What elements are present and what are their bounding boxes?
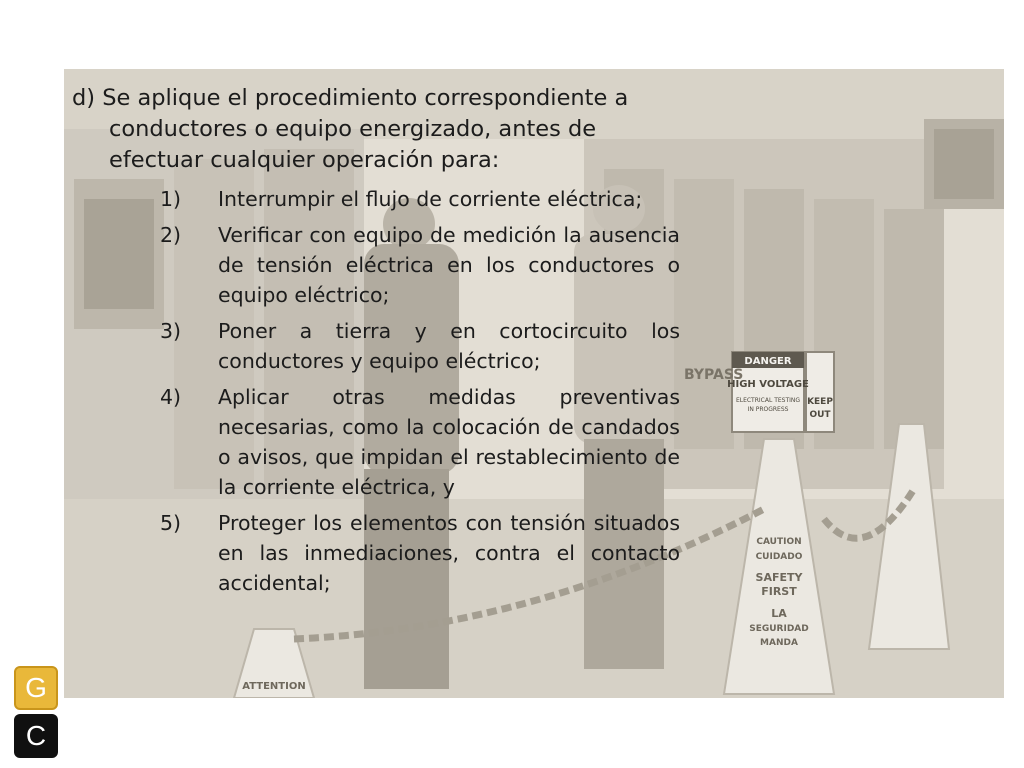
list-item — [72, 220, 680, 310]
intro-paragraph: d) Se aplique el procedimiento correspondiente a conductores o equipo energizado, antes de efectuar cualquier operación para: — [72, 85, 629, 173]
list-item-text: Poner a tierra y en cortocircuito los conductores y equipo eléctrico; — [218, 319, 680, 373]
danger-sign-line3: IN PROGRESS — [747, 406, 789, 413]
slide-content — [72, 83, 680, 604]
list-item-text: Verificar con equipo de medición la ausencia de tensión eléctrica en los conductores o equipo eléctrico; — [218, 223, 680, 307]
danger-sign-line2: ELECTRICAL TESTING — [735, 397, 801, 404]
cone-text-caution: CAUTION — [756, 537, 802, 547]
c-badge: C — [14, 714, 58, 758]
list-item — [72, 184, 680, 214]
cone-text-first: FIRST — [761, 585, 797, 598]
g-badge: G — [14, 666, 58, 710]
list-item — [72, 382, 680, 502]
list-item-number: 2) — [160, 223, 182, 247]
list-item — [72, 508, 680, 598]
danger-sign-header: DANGER — [744, 356, 792, 367]
keep-out-line1: KEEP — [807, 397, 833, 407]
list-item-number: 5) — [160, 511, 182, 535]
list-item-text: Aplicar otras medidas preventivas necesarias, como la colocación de candados o avisos, que impidan el restablecimiento de la corriente eléctrica, y — [218, 385, 680, 499]
cone-text-manda: MANDA — [760, 638, 798, 648]
keep-out-line2: OUT — [809, 410, 831, 420]
cone-text-la: LA — [771, 607, 787, 620]
list-item-number: 1) — [160, 187, 182, 211]
danger-sign-line1: HIGH VOLTAGE — [727, 379, 809, 390]
list-item-number: 4) — [160, 385, 182, 409]
cone-text-attention: ATTENTION — [242, 681, 306, 692]
list-item-text: Proteger los elementos con tensión situados en las inmediaciones, contra el contacto accidental; — [218, 511, 680, 595]
list-item-text: Interrumpir el flujo de corriente eléctrica; — [218, 187, 643, 211]
cone-text-seguridad: SEGURIDAD — [749, 624, 809, 634]
bypass-label: BYPASS — [684, 367, 744, 383]
list-item-number: 3) — [160, 319, 182, 343]
list-item — [72, 316, 680, 376]
cone-text-safety: SAFETY — [755, 571, 803, 584]
cone-text-cuidado: CUIDADO — [755, 552, 803, 562]
procedure-list — [72, 184, 680, 598]
